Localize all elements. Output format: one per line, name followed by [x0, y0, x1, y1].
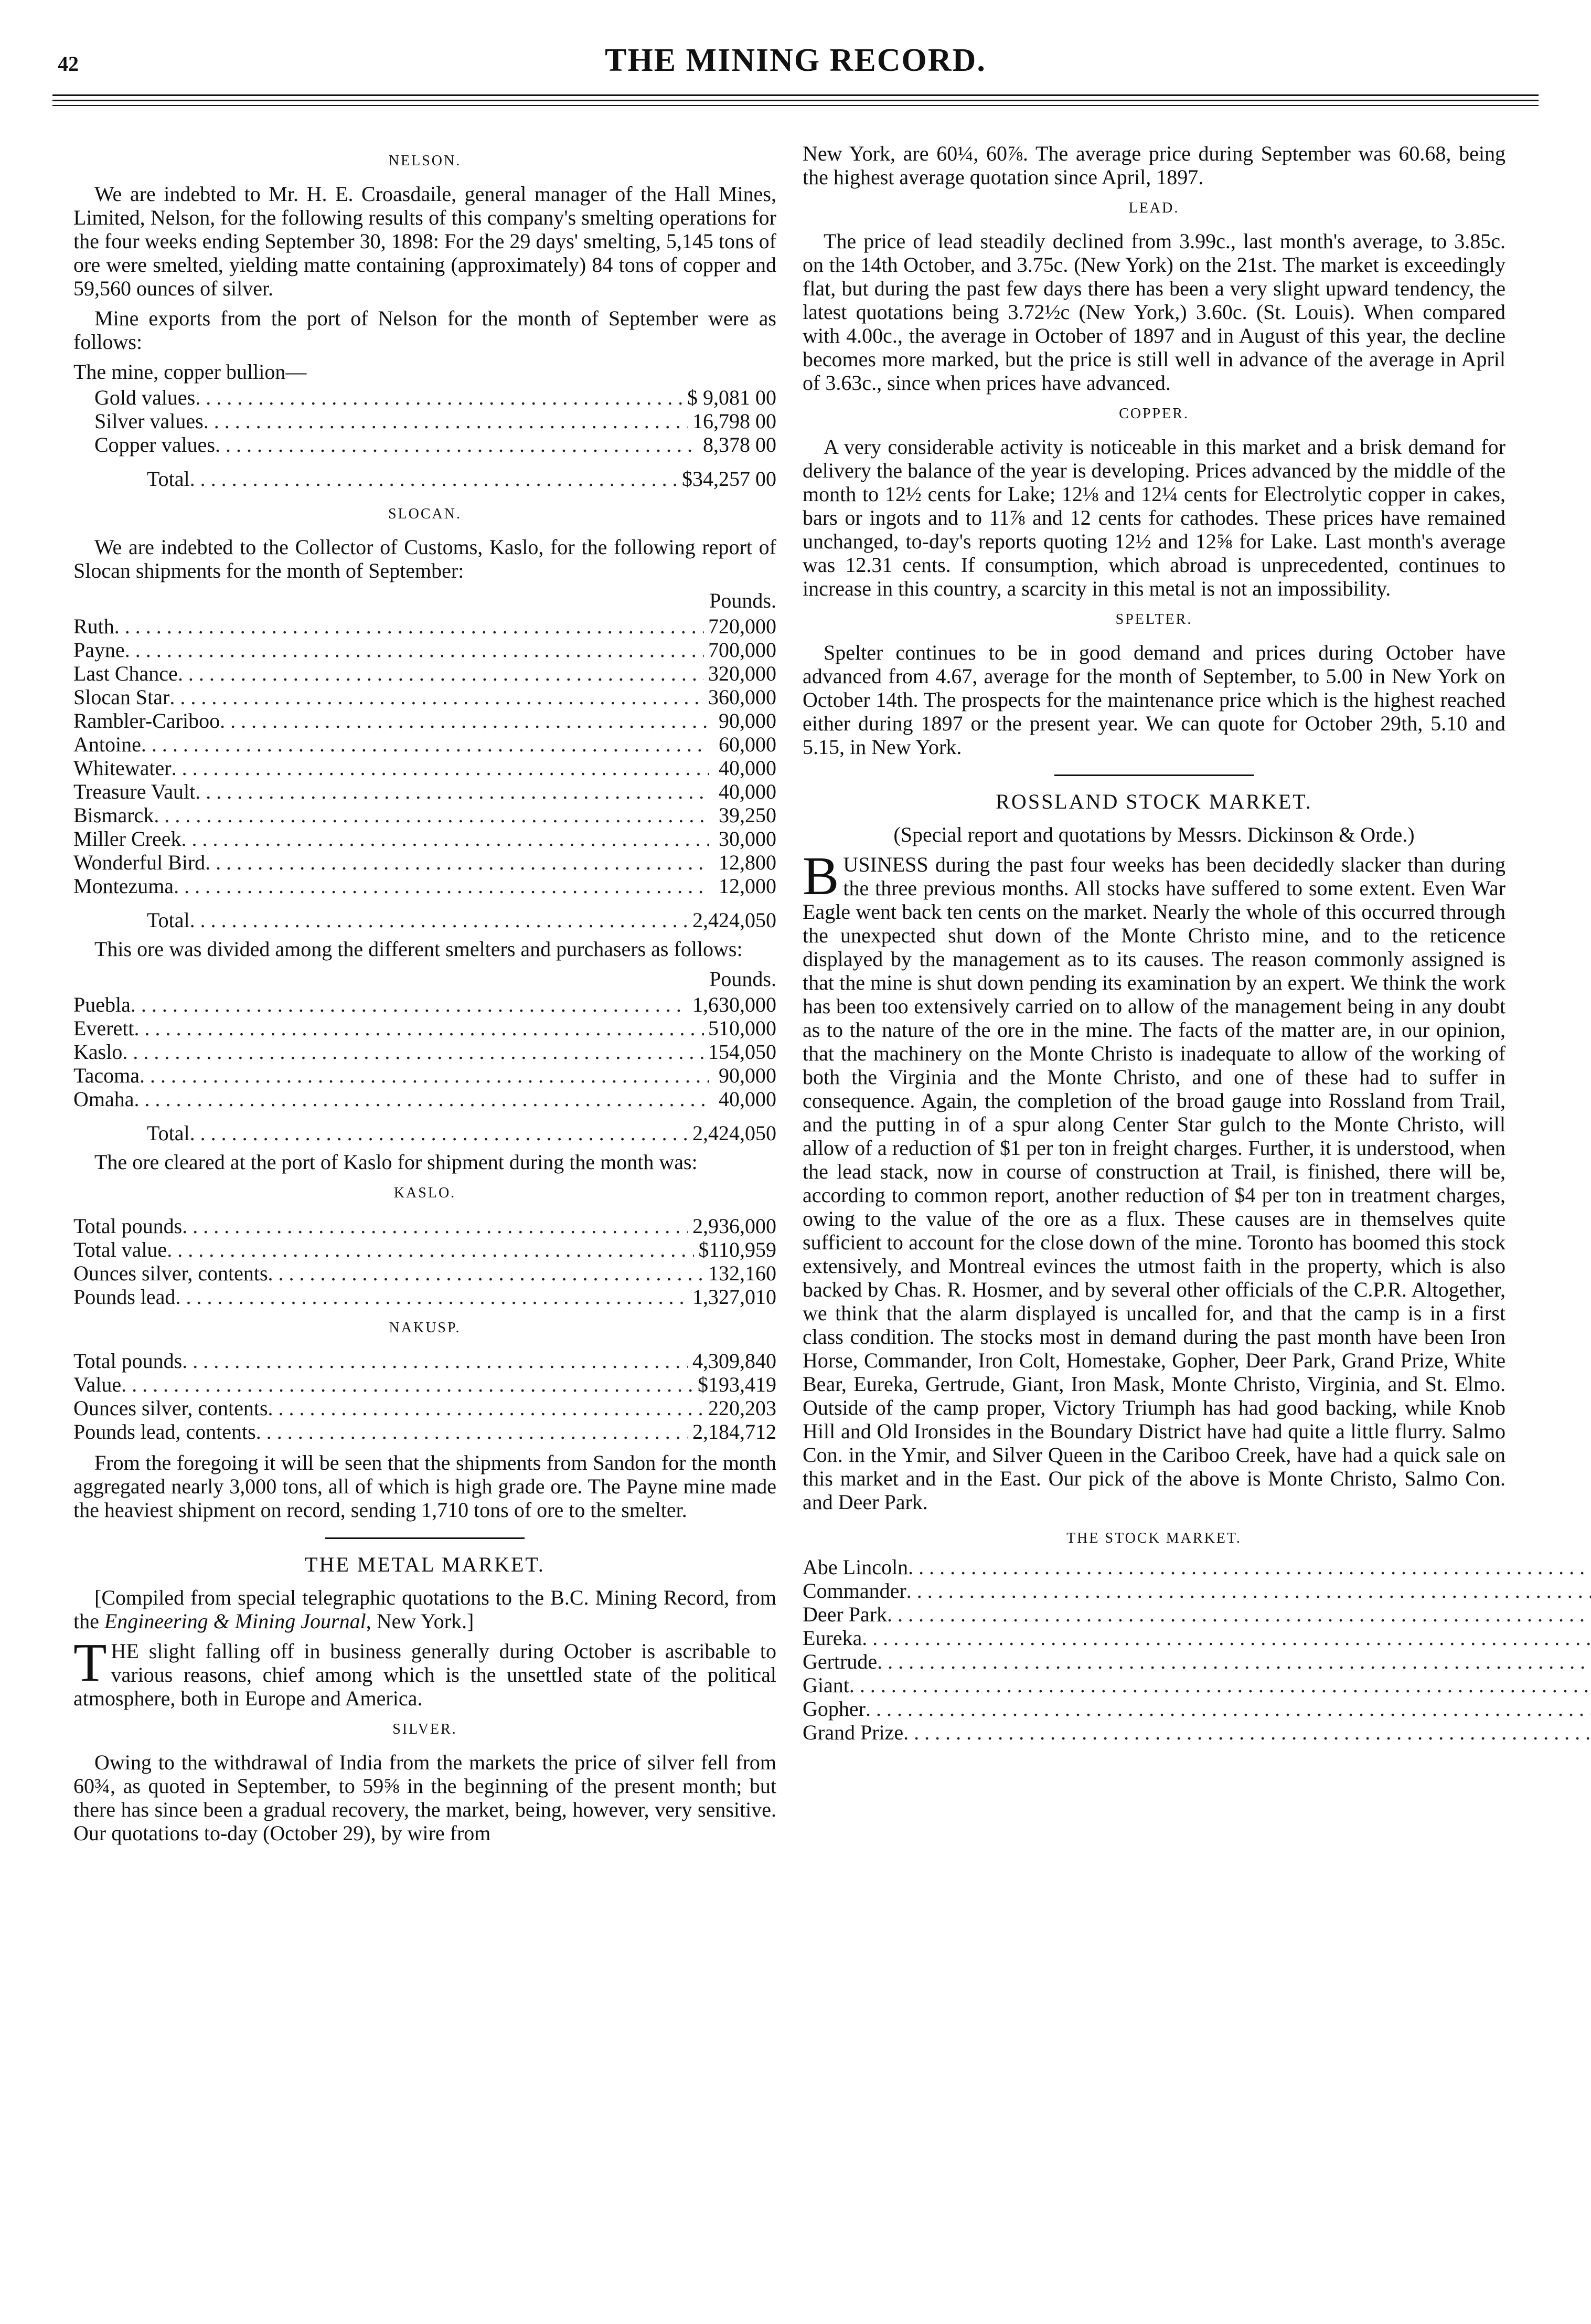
nakusp-table: [73, 1349, 776, 1444]
leader-dots: [134, 1087, 709, 1111]
section-rule: [325, 1537, 525, 1539]
nelson-table: [73, 386, 776, 457]
row-label: Silver values: [94, 409, 204, 433]
table-row: [803, 1626, 1591, 1650]
running-head: THE MINING RECORD.: [605, 43, 986, 78]
row-label: Montezuma: [73, 874, 174, 898]
leader-dots: [220, 709, 709, 733]
row-value: 16,798 00: [692, 409, 776, 433]
leader-dots: [174, 874, 709, 898]
row-label: Miller Creek: [73, 827, 181, 851]
table-row: [94, 386, 776, 409]
leader-dots: [903, 1721, 1591, 1744]
row-value: 12,800: [719, 851, 776, 874]
leader-dots: [268, 1261, 704, 1285]
row-value: 30,000: [719, 827, 776, 851]
total-row: Total . . . $34,257 00: [73, 467, 776, 491]
row-value: 132,160: [708, 1261, 776, 1285]
row-value: 320,000: [708, 662, 776, 685]
row-value: 12,000: [719, 874, 776, 898]
paragraph: A very considerable activity is noticeable in this market and a brisk demand for delivery the balance of the year is developing. Prices advanced by the middle of the month to 12½ cents for Lake; 12⅛ and 12¼ cents for Electrolytic copper in cakes, bars or ingots and to 11⅞ and 12 cents for cathodes. These prices have remained unchanged, to-day's reports quoting 12½ and 12⅝ for Lake. Last month's average was 12.31 cents. If consumption, which abroad is unprecedented, continues to increase in this country, a scarcity in this metal is not an impossibility.: [803, 435, 1505, 600]
row-label: Last Chance: [73, 662, 178, 685]
table-row: [73, 1087, 776, 1111]
leader-dots: [862, 1626, 1591, 1650]
table-row: [73, 1285, 776, 1309]
row-label: Ounces silver, contents: [73, 1396, 268, 1420]
sub-heading-kaslo: KASLO.: [393, 1185, 456, 1201]
row-label: Slocan Star: [73, 685, 170, 709]
leader-dots: [114, 614, 704, 638]
right-column: [803, 142, 1505, 1744]
leader-dots: [167, 1238, 694, 1261]
row-label: Rambler-Cariboo: [73, 709, 220, 733]
row-label: Deer Park: [803, 1603, 888, 1626]
drop-cap: T: [73, 1632, 107, 1693]
row-label: Gopher: [803, 1697, 866, 1721]
row-label: Payne: [73, 638, 125, 662]
table-row: [73, 733, 776, 756]
table-row: [73, 1349, 776, 1373]
row-label: Gertrude: [803, 1650, 878, 1673]
credit-line: [Compiled from special telegraphic quotations to the B.C. Mining Record, from the Engineering & Mining Journal, New York.]: [73, 1586, 776, 1633]
row-label: Bismarck: [73, 803, 154, 827]
row-value: 40,000: [719, 756, 776, 780]
paragraph: The ore cleared at the port of Kaslo for shipment during the month was:: [94, 1150, 698, 1174]
kaslo-table: [73, 1214, 776, 1309]
table-row: [73, 803, 776, 827]
row-value: 510,000: [708, 1016, 776, 1040]
paragraph: We are indebted to Mr. H. E. Croasdaile, general manager of the Hall Mines, Limited, Nelson, for the following results of this company's smelting operations for the four weeks ending September 30, 1898: For the 29 days' smelting, 5,145 tons of ore were smelted, yielding matte containing (approximately) 84 tons of copper and 59,560 ounces of silver.: [73, 182, 776, 300]
row-label: Eureka: [803, 1626, 862, 1650]
row-label: Pounds lead, contents: [73, 1420, 256, 1444]
leader-dots: [906, 1579, 1591, 1603]
leader-dots: [195, 780, 709, 803]
row-label: Abe Lincoln: [803, 1555, 909, 1579]
table-row: [73, 1064, 776, 1087]
leader-dots: [182, 1214, 688, 1238]
leader-dots: [134, 1016, 704, 1040]
table-row: [73, 1373, 776, 1396]
row-value: $ 9,081 00: [687, 386, 776, 409]
row-label: Copper values: [94, 433, 215, 457]
section-rule: [1054, 774, 1254, 776]
row-label: Wonderful Bird: [73, 851, 206, 874]
table-row: [803, 1579, 1591, 1603]
row-value: 220,203: [708, 1396, 776, 1420]
leader-dots: [140, 1064, 709, 1087]
leader-dots: [175, 1285, 688, 1309]
row-label: Omaha: [73, 1087, 134, 1111]
row-label: Ruth: [73, 614, 114, 638]
table-row: [73, 780, 776, 803]
leader-dots: [256, 1420, 688, 1444]
row-label: Everett: [73, 1016, 134, 1040]
row-label: Antoine: [73, 733, 141, 756]
table-row: [73, 1420, 776, 1444]
table-row: [94, 409, 776, 433]
leader-dots: [877, 1650, 1591, 1673]
table-row: [73, 851, 776, 874]
table-row: [803, 1697, 1591, 1721]
leader-dots: [182, 1349, 688, 1373]
paragraph: New York, are 60¼, 60⅞. The average price during September was 60.68, being the highest average quotation since April, 1897.: [803, 142, 1505, 189]
row-value: 40,000: [719, 1087, 776, 1111]
leader-dots: [125, 638, 704, 662]
leader-dots: [195, 386, 683, 409]
paragraph: The price of lead steadily declined from 3.99c., last month's average, to 3.85c. on the 14th October, and 3.75c. (New York) on the 21st. The market is exceedingly flat, but during the past few days there has been a very slight upward tendency, the latest quotations being 3.72½c (New York,) 3.60c. (St. Louis). When compared with 4.00c., the average in October of 1897 and in August of this year, the decline becomes more marked, but the price is still well in advance of the average in April of 3.63c., since when prices have advanced.: [803, 229, 1505, 395]
leader-dots: [154, 803, 709, 827]
row-label: Value: [73, 1373, 122, 1396]
row-value: 60,000: [719, 733, 776, 756]
row-value: 360,000: [708, 685, 776, 709]
table-row: [73, 1040, 776, 1064]
row-label: Grand Prize: [803, 1721, 904, 1744]
table-row: [73, 993, 776, 1016]
section-title-rossland: ROSSLAND STOCK MARKET.: [996, 790, 1312, 813]
table-row: [73, 1261, 776, 1285]
row-label: Total pounds: [73, 1214, 183, 1238]
row-label: Giant: [803, 1673, 849, 1697]
row-value: 90,000: [719, 1064, 776, 1087]
stock-column: [803, 1555, 1591, 1744]
table-row: [73, 1238, 776, 1261]
table-lead: The mine, copper bullion—: [73, 360, 307, 384]
table-row: [73, 756, 776, 780]
row-label: Ounces silver, contents: [73, 1261, 268, 1285]
row-value: $193,419: [698, 1373, 776, 1396]
smelters-table: [73, 993, 776, 1111]
leader-dots: [121, 1373, 693, 1396]
paragraph: From the foregoing it will be seen that the shipments from Sandon for the month aggregated nearly 3,000 tons, all of which is high grade ore. The Payne mine made the heaviest shipment on record, sending 1,710 tons of ore to the smelter.: [73, 1451, 776, 1522]
table-row: [73, 1396, 776, 1420]
total-row: Total . . . 2,424,050: [73, 1121, 776, 1145]
row-label: Commander: [803, 1579, 906, 1603]
table-row: [803, 1555, 1591, 1579]
paragraph: Spelter continues to be in good demand and prices during October have advanced from 4.67, average for the month of September, to 5.00 in New York on October 14th. The prospects for the maintenance price which is the highest reached either during 1897 or the present year. We can quote for October 29th, 5.10 and 5.15, in New York.: [803, 641, 1505, 759]
row-label: Pounds lead: [73, 1285, 176, 1309]
table-row: [803, 1673, 1591, 1697]
left-column: [73, 142, 776, 1851]
header-rule: [52, 105, 1539, 106]
unit-label: Pounds.: [709, 967, 776, 991]
leader-dots: [178, 662, 704, 685]
row-label: Kaslo: [73, 1040, 123, 1064]
table-row: [73, 638, 776, 662]
row-value: 1,327,010: [692, 1285, 776, 1309]
header-rule: [52, 94, 1539, 96]
leader-dots: [169, 685, 704, 709]
stock-table: [803, 1555, 1505, 1744]
total-row: Total . . . 2,424,050: [73, 908, 776, 932]
row-label: Gold values: [94, 386, 196, 409]
paragraph: BUSINESS during the past four weeks has been decidedly slacker than during the three previous months. All stocks have suffered to some extent. Even War Eagle went back ten cents on the market. Nearly the whole of this occurred through the unexpected shut down of the Monte Christo mine, and to the reticence displayed by the management as to its causes. The reason commonly assigned is that the mine is shut down pending its examination by an expert. We think the work has been too extensively carried on to allow of the management being in any doubt as to the nature of the ore in the mine. The facts of the matter are, in our opinion, that the machinery on the Monte Christo is inadequate to allow of the working of both the Virginia and the Monte Christo, and one of these had to suffer in consequence. Again, the completion of the broad gauge into Rossland from Trail, and the putting in of a spur along Center Star gulch to the Monte Christo, will allow of a reduction of $1 per ton in freight charges. Further, it is understood, when the lead stack, now in course of construction at Trail, is finished, there will be, according to common report, another reduction of $4 per ton in treatment charges, owing to the value of the ore as a flux. These causes are in themselves quite sufficient to account for the close down of the mine. Toronto has boomed this stock extensively, and Montreal evinces the utmost faith in the property, which is also backed by Chas. R. Hosmer, and by several other officials of the C.P.R. Altogether, we think that the alarm displayed is uncalled for, and that the camp is in a first class condition. The stocks most in demand during the past month have been Iron Horse, Commander, Iron Colt, Homestake, Gopher, Deer Park, Grand Prize, White Bear, Eureka, Gertrude, Giant, Iron Mask, Monte Christo, Virginia, and St. Elmo. Outside of the camp proper, Victory Triumph has had good backing, while Knob Hill and Old Ironsides in the Boundary District have had quite a little flurry. Salmo Con. in the Ymir, and Silver Queen in the Cariboo Creek, have had a quick sale on this market and in the East. Our pick of the above is Monte Christo, Salmo Con. and Deer Park.: [803, 846, 1505, 1514]
leader-dots: [141, 733, 709, 756]
row-label: Puebla: [73, 993, 131, 1016]
paragraph: Mine exports from the port of Nelson for the month of September were as follows:: [73, 306, 776, 354]
leader-dots: [887, 1603, 1591, 1626]
leader-dots: [866, 1697, 1591, 1721]
drop-cap: B: [803, 846, 839, 906]
sub-heading-spelter: SPELTER.: [1115, 611, 1193, 628]
table-row: [73, 827, 776, 851]
leader-dots: [181, 827, 710, 851]
sub-heading-copper: COPPER.: [1119, 406, 1189, 422]
leader-dots: [172, 756, 709, 780]
stock-market-heading: THE STOCK MARKET.: [1066, 1530, 1242, 1546]
row-value: 40,000: [719, 780, 776, 803]
table-row: [73, 1016, 776, 1040]
paragraph: We are indebted to the Collector of Customs, Kaslo, for the following report of Slocan shipments for the month of September:: [73, 535, 776, 582]
row-value: 39,250: [719, 803, 776, 827]
row-label: Total value: [73, 1238, 167, 1261]
leader-dots: [204, 409, 688, 433]
leader-dots: [122, 1040, 704, 1064]
slocan-table: [73, 614, 776, 898]
unit-label: Pounds.: [709, 589, 776, 612]
paragraph: This ore was divided among the different smelters and purchasers as follows:: [94, 937, 743, 961]
row-value: 8,378 00: [703, 433, 776, 457]
row-label: Whitewater: [73, 756, 172, 780]
row-value: 2,936,000: [692, 1214, 776, 1238]
table-row: [803, 1650, 1591, 1673]
page-number: 42: [58, 52, 79, 76]
sub-heading-silver: SILVER.: [392, 1721, 457, 1737]
row-label: Treasure Vault: [73, 780, 196, 803]
row-value: 720,000: [708, 614, 776, 638]
paragraph: Owing to the withdrawal of India from the markets the price of silver fell from 60¾, as quoted in September, to 59⅝ in the beginning of the present month; but there has since been a gradual recovery, the market, being, however, very sensitive. Our quotations to-day (October 29), by wire from: [73, 1750, 776, 1845]
credit-line: (Special report and quotations by Messrs. Dickinson & Orde.): [893, 823, 1415, 846]
table-row: [803, 1721, 1591, 1744]
leader-dots: [205, 851, 709, 874]
section-heading-nelson: NELSON.: [388, 153, 462, 169]
sub-heading-lead: LEAD.: [1128, 200, 1180, 216]
row-label: Tacoma: [73, 1064, 140, 1087]
row-value: 154,050: [708, 1040, 776, 1064]
table-row: [803, 1603, 1591, 1626]
table-row: [73, 685, 776, 709]
row-value: 4,309,840: [692, 1349, 776, 1373]
header-rule: [52, 100, 1539, 101]
table-row: [73, 874, 776, 898]
row-value: 700,000: [708, 638, 776, 662]
leader-dots: [131, 993, 688, 1016]
row-value: 90,000: [719, 709, 776, 733]
leader-dots: [268, 1396, 704, 1420]
table-row: [94, 433, 776, 457]
table-row: [73, 662, 776, 685]
row-value: 2,184,712: [692, 1420, 776, 1444]
section-title-metal-market: THE METAL MARKET.: [305, 1553, 545, 1576]
section-heading-slocan: SLOCAN.: [388, 506, 462, 522]
leader-dots: [215, 433, 699, 457]
table-row: [73, 1214, 776, 1238]
row-value: 1,630,000: [692, 993, 776, 1016]
leader-dots: [908, 1555, 1591, 1579]
row-value: $110,959: [698, 1238, 776, 1261]
paragraph: THE slight falling off in business generally during October is ascribable to various reasons, chief among which is the unsettled state of the political atmosphere, both in Europe and America.: [73, 1632, 776, 1710]
table-row: [73, 614, 776, 638]
row-label: Total pounds: [73, 1349, 183, 1373]
leader-dots: [849, 1673, 1591, 1697]
sub-heading-nakusp: NAKUSP.: [389, 1320, 461, 1336]
table-row: [73, 709, 776, 733]
